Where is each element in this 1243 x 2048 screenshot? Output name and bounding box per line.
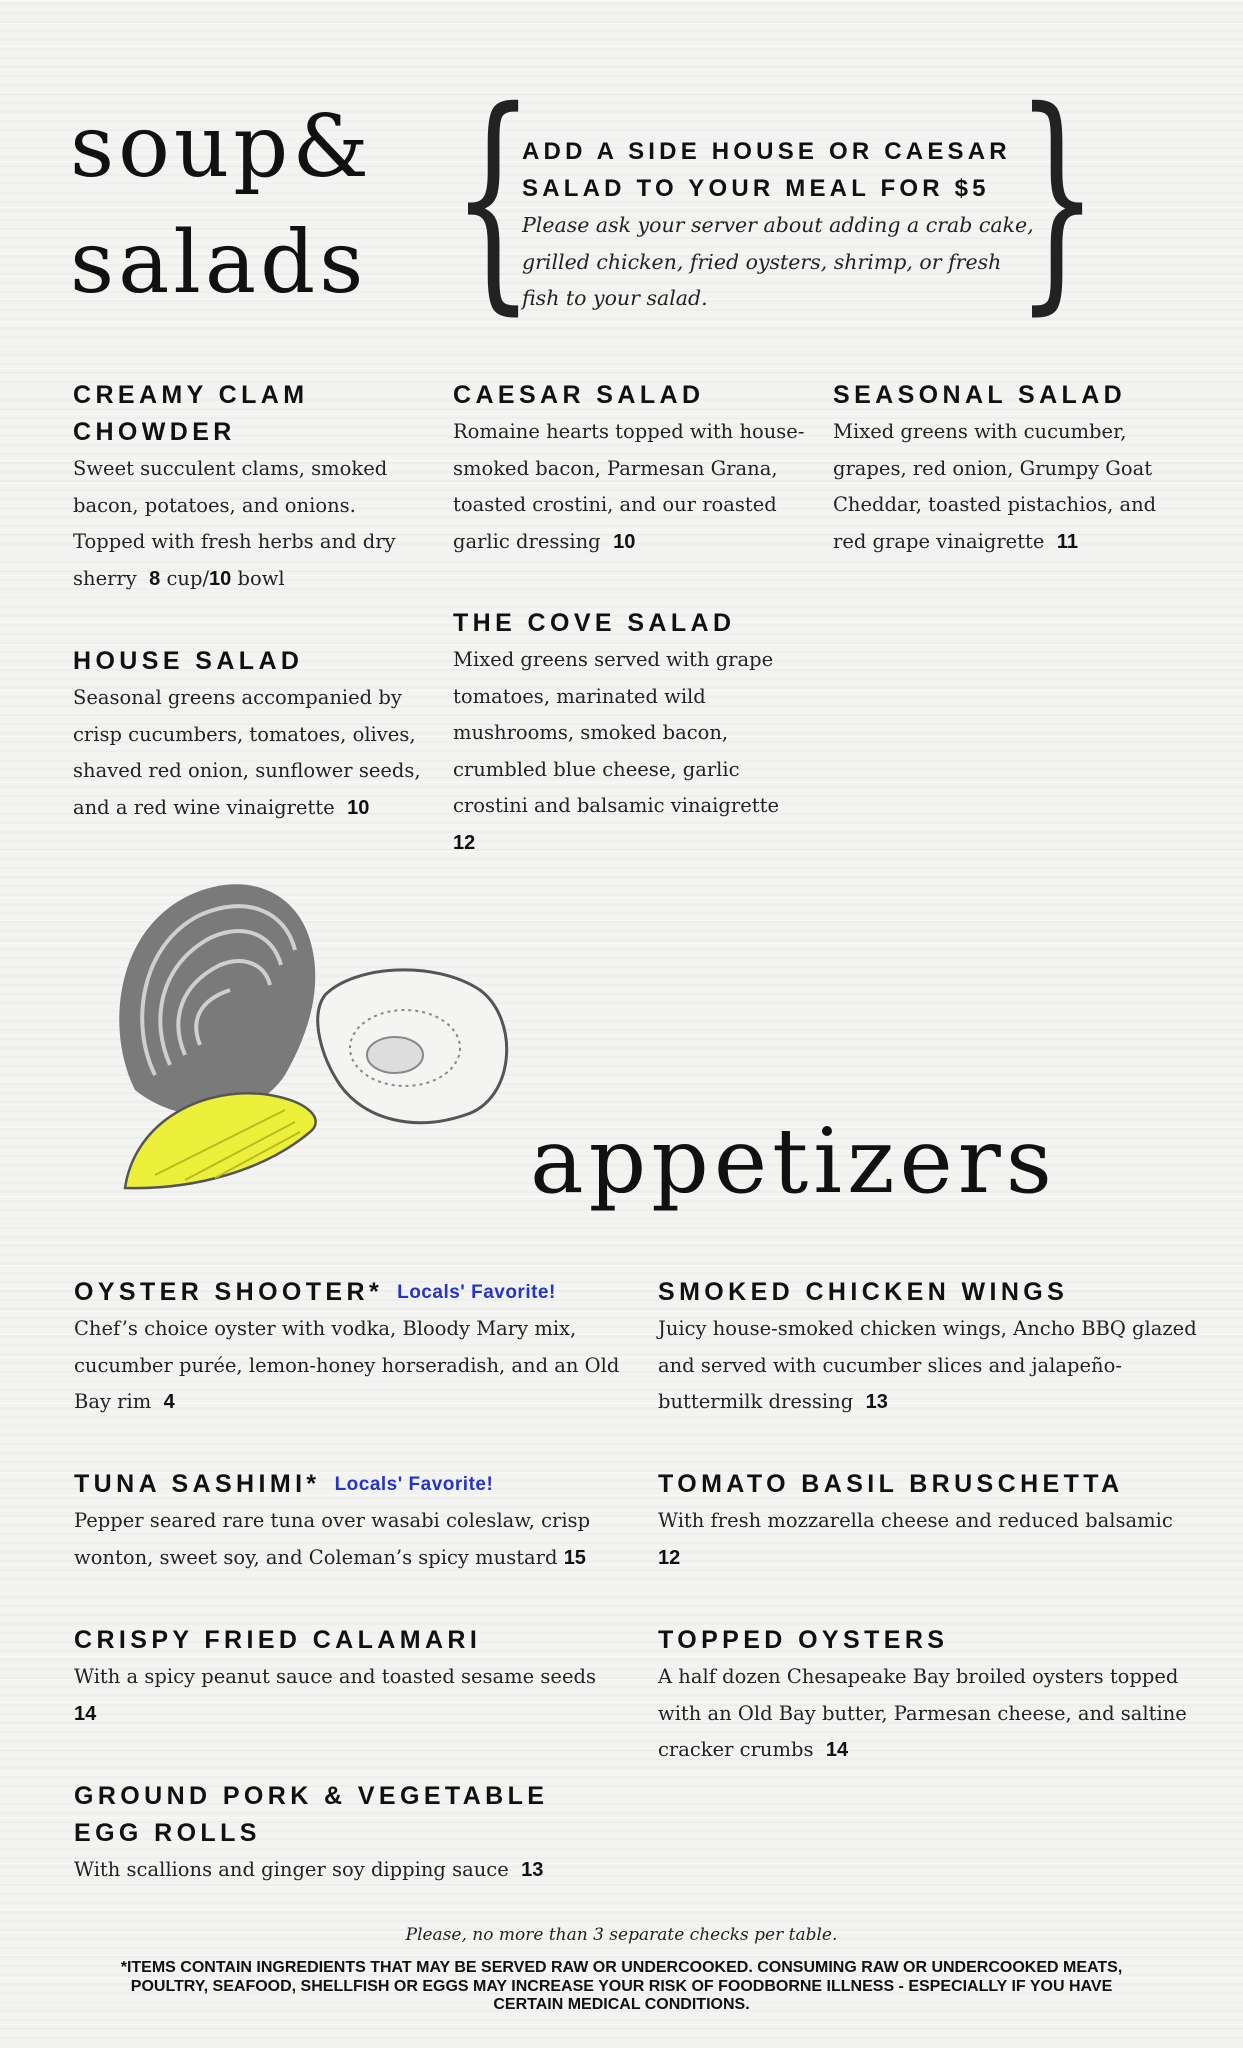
- raw-food-warning: *ITEMS CONTAIN INGREDIENTS THAT MAY BE SERVED RAW OR UNDERCOOKED. CONSUMING RAW OR UNDERCOOKED MEATS, POULTRY, SEAFOOD, SHELLFISH OR EGGS MAY INCREASE YOUR RISK OF FOODBORNE ILLNESS - ESPECIALLY IF YOU HAVE CERTAIN MEDICAL CONDITIONS.: [120, 1959, 1123, 2013]
- menu-item-creamy-clam-chowder: [73, 377, 433, 597]
- item-name: CREAMY CLAM CHOWDER: [73, 381, 309, 446]
- salad-promo: [522, 133, 1042, 317]
- left-brace-decoration: {: [451, 60, 535, 335]
- menu-item-caesar-salad: [453, 377, 813, 560]
- section-title-salads: salads: [70, 213, 368, 313]
- menu-item-crispy-fried-calamari: [74, 1622, 634, 1732]
- item-description: Sweet succulent clams, smoked bacon, potatoes, and onions. Topped with fresh herbs and dry sherry 8 cup/10 bowl: [73, 457, 396, 590]
- item-name: TOPPED OYSTERS: [658, 1626, 949, 1654]
- item-description: Seasonal greens accompanied by crisp cucumbers, tomatoes, olives, shaved red onion, sunflower seeds, and a red wine vinaigrette 10: [73, 686, 421, 819]
- item-description: Pepper seared rare tuna over wasabi coleslaw, crisp wonton, sweet soy, and Coleman’s spicy mustard 15: [74, 1509, 591, 1569]
- right-brace-decoration: }: [1015, 60, 1099, 335]
- menu-item-egg-rolls: [74, 1778, 634, 1889]
- menu-item-tuna-sashimi: [74, 1466, 634, 1576]
- section-title-soup: soup&: [70, 97, 373, 197]
- item-price: 4: [163, 1391, 175, 1414]
- menu-item-smoked-chicken-wings: [658, 1274, 1198, 1421]
- item-description: Mixed greens served with grape tomatoes, marinated wild mushrooms, smoked bacon, crumbled blue cheese, garlic crostini and balsamic vinaigrette 12: [453, 648, 779, 854]
- item-description: Romaine hearts topped with house-smoked bacon, Parmesan Grana, toasted crostini, and our roasted garlic dressing 10: [453, 420, 805, 553]
- item-name: SMOKED CHICKEN WINGS: [658, 1278, 1069, 1306]
- item-price: 12: [658, 1546, 681, 1569]
- locals-favorite-badge: Locals' Favorite!: [397, 1282, 556, 1303]
- item-description: A half dozen Chesapeake Bay broiled oysters topped with an Old Bay butter, Parmesan cheese, and saltine cracker crumbs 14: [658, 1665, 1187, 1762]
- item-description: Juicy house-smoked chicken wings, Ancho BBQ glazed and served with cucumber slices and jalapeño-buttermilk dressing 13: [658, 1317, 1197, 1414]
- menu-item-tomato-basil-bruschetta: [658, 1466, 1198, 1576]
- item-name: THE COVE SALAD: [453, 609, 736, 637]
- item-name: OYSTER SHOOTER* Locals' Favorite!: [74, 1278, 556, 1306]
- item-price: 14: [825, 1739, 849, 1762]
- open-oyster-icon: [318, 970, 507, 1123]
- menu-item-house-salad: [73, 643, 453, 826]
- oyster-lemon-illustration: [95, 870, 535, 1200]
- item-name: CAESAR SALAD: [453, 381, 705, 409]
- lemon-wedge-icon: [125, 1093, 316, 1188]
- item-description: With scallions and ginger soy dipping sauce 13: [74, 1858, 544, 1881]
- item-description: With fresh mozzarella cheese and reduced balsamic 12: [658, 1509, 1173, 1569]
- item-price: 12: [453, 831, 476, 854]
- item-name: HOUSE SALAD: [73, 647, 304, 675]
- promo-heading: ADD A SIDE HOUSE OR CAESAR SALAD TO YOUR MEAL FOR $5: [522, 138, 1011, 202]
- item-name: TOMATO BASIL BRUSCHETTA: [658, 1470, 1124, 1498]
- item-name: SEASONAL SALAD: [833, 381, 1127, 409]
- item-price: 13: [521, 1859, 544, 1881]
- item-price: 14: [74, 1702, 97, 1725]
- section-title-appetizers: appetizers: [530, 1109, 1057, 1214]
- item-price: 13: [865, 1391, 888, 1414]
- item-price-cup: 8: [149, 567, 161, 590]
- item-description: Chef’s choice oyster with vodka, Bloody Mary mix, cucumber purée, lemon-honey horseradish, and an Old Bay rim 4: [74, 1317, 620, 1414]
- item-price: 15: [563, 1546, 586, 1569]
- item-name: CRISPY FRIED CALAMARI: [74, 1626, 482, 1654]
- item-name: TUNA SASHIMI* Locals' Favorite!: [74, 1470, 494, 1498]
- item-price: 10: [613, 530, 636, 553]
- menu-item-seasonal-salad: [833, 377, 1193, 560]
- menu-item-the-cove-salad: [453, 605, 813, 862]
- item-description: Mixed greens with cucumber, grapes, red onion, Grumpy Goat Cheddar, toasted pistachios, and red grape vinaigrette 11: [833, 420, 1157, 553]
- menu-item-oyster-shooter: [74, 1274, 634, 1421]
- checks-note: Please, no more than 3 separate checks per table.: [405, 1925, 838, 1945]
- locals-favorite-badge: Locals' Favorite!: [334, 1474, 494, 1495]
- item-price-bowl: 10: [209, 567, 232, 590]
- item-name: GROUND PORK & VEGETABLE EGG ROLLS: [74, 1782, 549, 1847]
- oyster-shell-icon: [119, 884, 315, 1115]
- menu-item-topped-oysters: [658, 1622, 1198, 1769]
- promo-body: Please ask your server about adding a crab cake, grilled chicken, fried oysters, shrimp, or fresh fish to your salad.: [522, 213, 1034, 310]
- item-description: With a spicy peanut sauce and toasted sesame seeds 14: [74, 1665, 596, 1725]
- item-price: 10: [347, 796, 370, 819]
- item-price: 11: [1056, 530, 1078, 553]
